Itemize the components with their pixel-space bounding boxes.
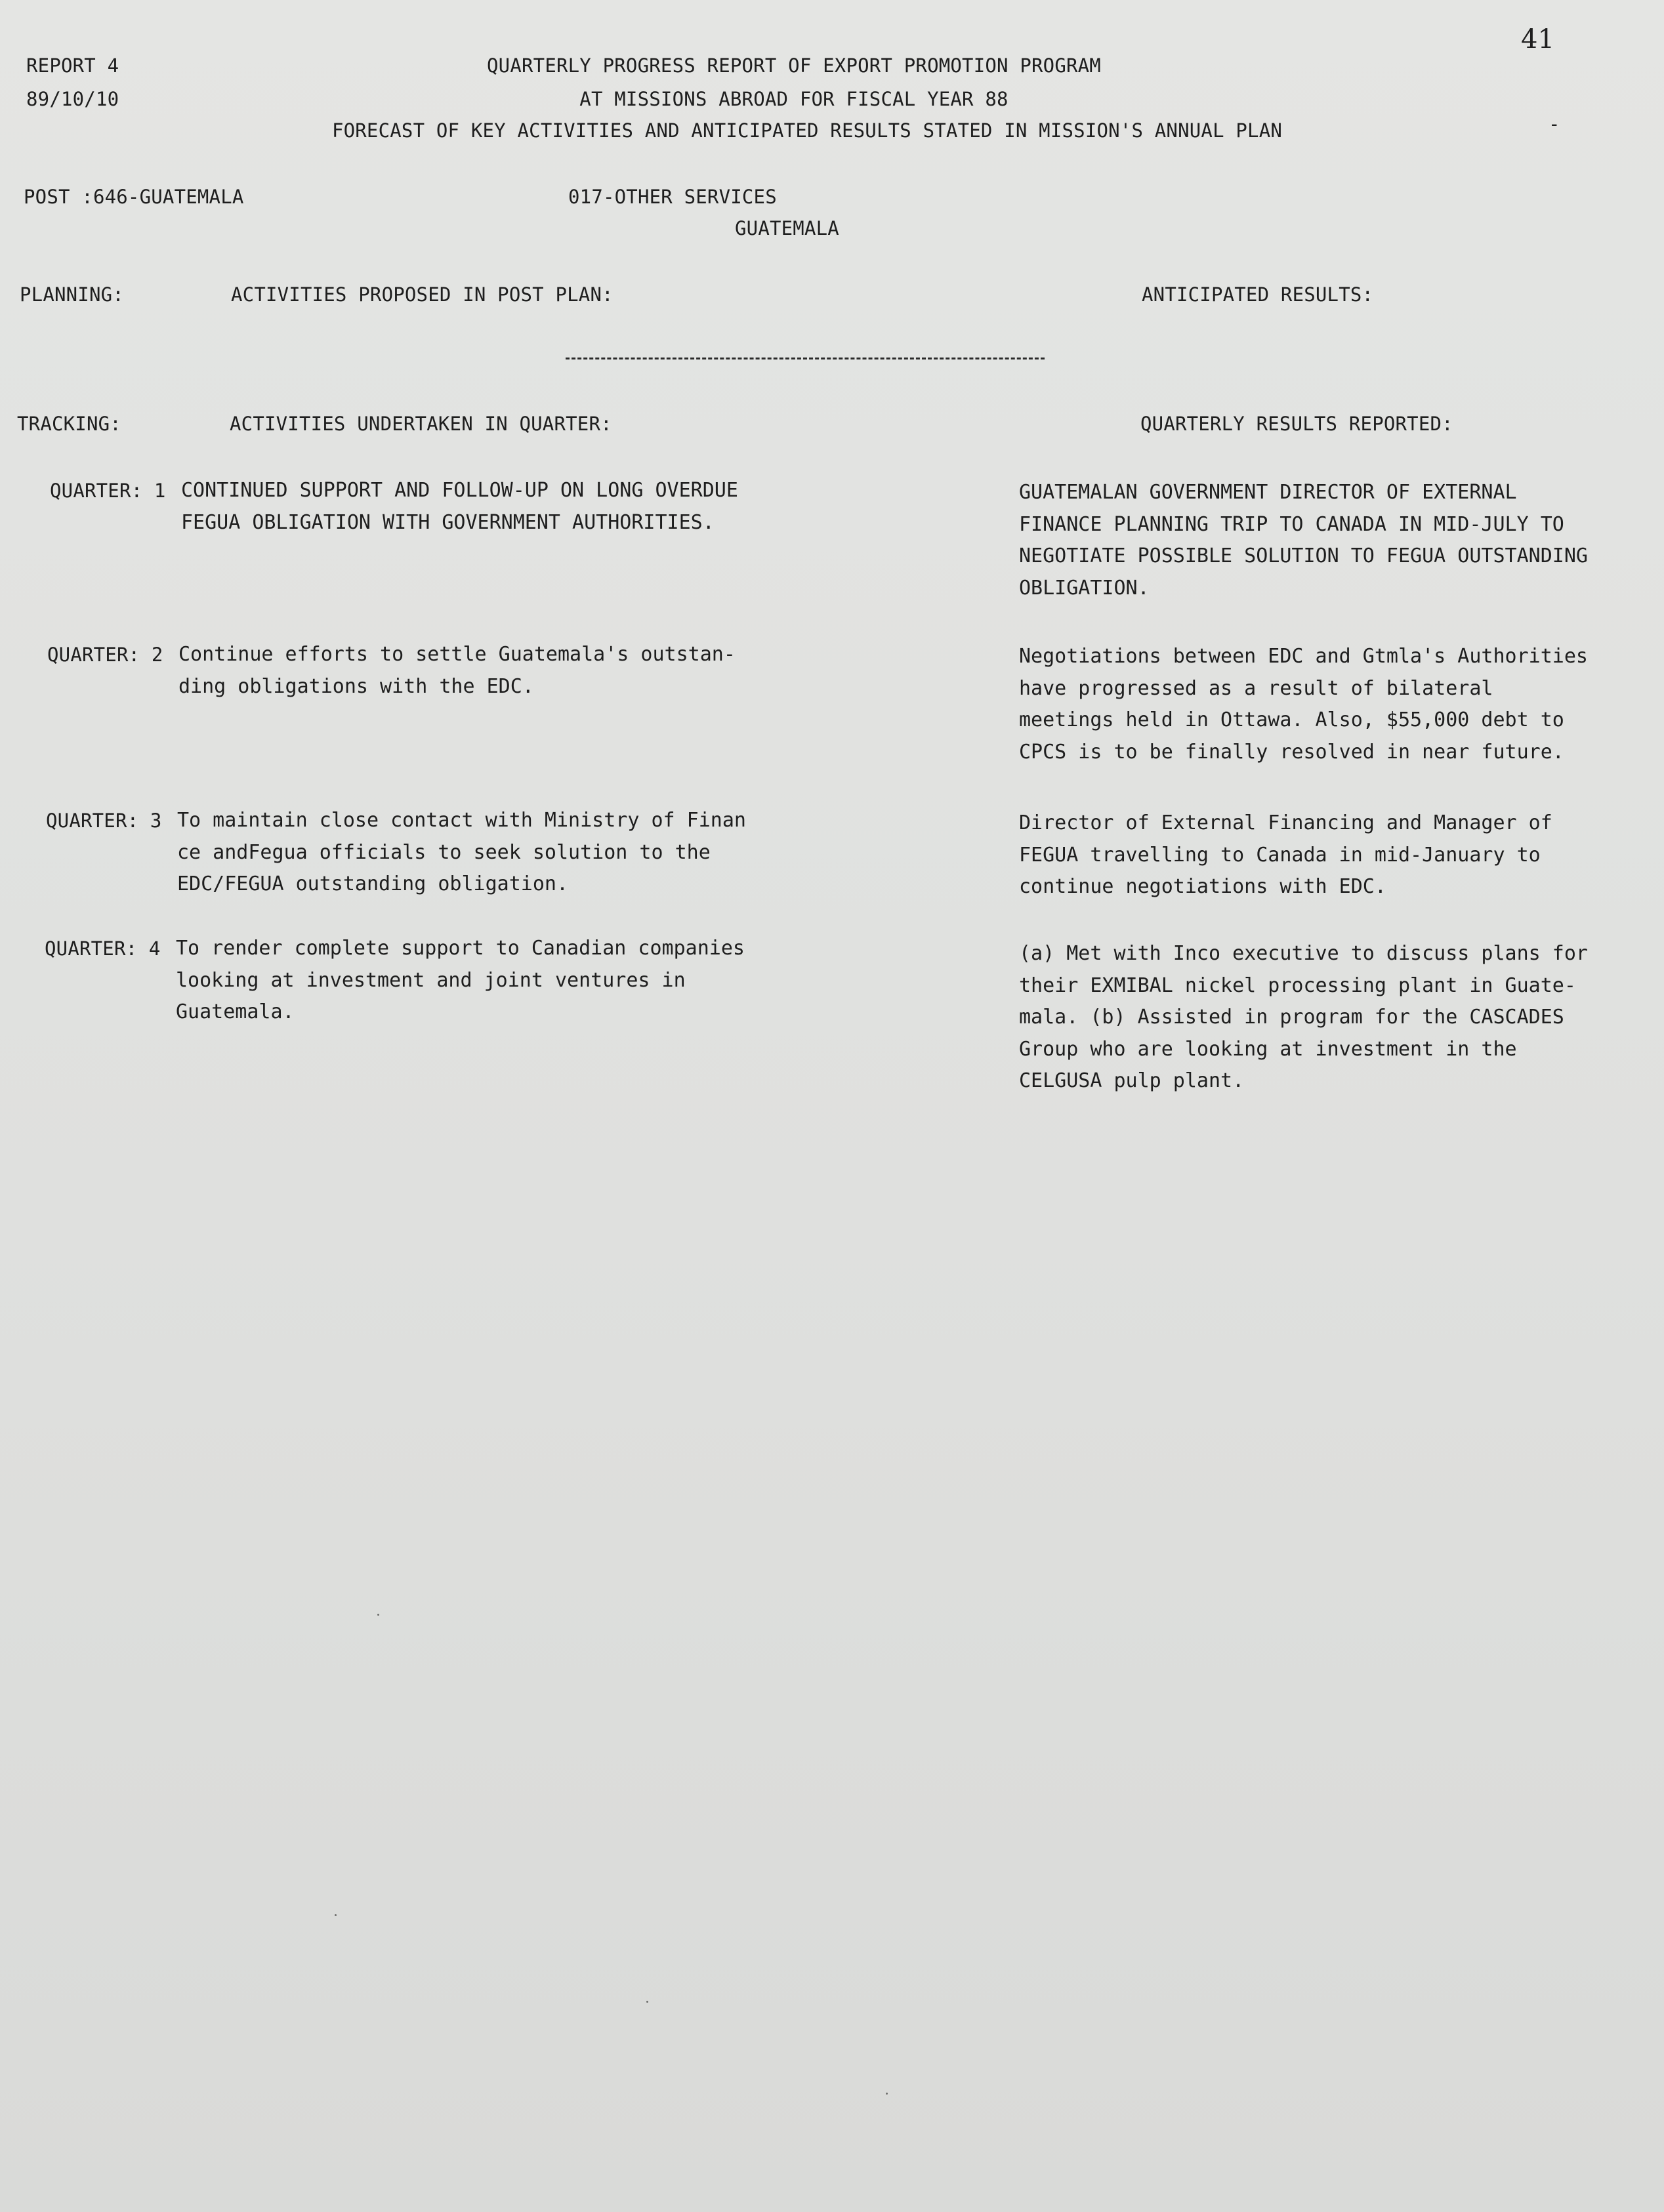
quarter-4-activity-line: looking at investment and joint ventures in	[176, 968, 686, 992]
report-date: 89/10/10	[26, 88, 119, 110]
quarter-3-result	[1019, 808, 1552, 903]
quarter-1-result-line: NEGOTIATE POSSIBLE SOLUTION TO FEGUA OUTSTANDING	[1019, 544, 1588, 567]
quarter-2-result-line: have progressed as a result of bilateral	[1019, 676, 1493, 700]
quarter-3-activity	[177, 805, 746, 901]
quarter-4-activity-line: To render complete support to Canadian companies	[176, 937, 745, 960]
page-number: 41	[1521, 24, 1555, 54]
planning-results-heading: ANTICIPATED RESULTS:	[1142, 283, 1374, 306]
quarter-1-result-line: FINANCE PLANNING TRIP TO CANADA IN MID-JULY TO	[1019, 512, 1564, 536]
quarter-2-result-line: meetings held in Ottawa. Also, $55,000 debt to	[1019, 708, 1564, 731]
quarter-1-result-line: OBLIGATION.	[1019, 576, 1150, 600]
tracking-results-heading: QUARTERLY RESULTS REPORTED:	[1140, 413, 1453, 435]
quarter-1-activity-line: FEGUA OBLIGATION WITH GOVERNMENT AUTHORITIES.	[181, 510, 715, 534]
paper-speck	[646, 2001, 648, 2003]
quarter-4-label: QUARTER: 4	[45, 937, 161, 960]
report-id: REPORT 4	[26, 54, 119, 77]
quarter-3-result-line: FEGUA travelling to Canada in mid-January to	[1019, 843, 1541, 867]
quarter-4-result-line: mala. (b) Assisted in program for the CASCADES	[1019, 1006, 1564, 1029]
sector-label: 017-OTHER SERVICES	[568, 186, 777, 208]
quarter-1-activity	[181, 475, 738, 539]
paper-speck	[335, 1914, 337, 1916]
market-label: GUATEMALA	[735, 217, 839, 239]
paper-speck	[886, 2093, 888, 2095]
section-divider	[566, 358, 1045, 359]
quarter-2-activity-line: ding obligations with the EDC.	[178, 674, 534, 698]
quarter-4-result-line: Group who are looking at investment in the	[1019, 1037, 1517, 1061]
quarter-4-result-line: their EXMIBAL nickel processing plant in Guate-	[1019, 973, 1576, 997]
report-title-line-1: QUARTERLY PROGRESS REPORT OF EXPORT PROMOTION PROGRAM	[487, 54, 1101, 77]
quarter-2-result-line: CPCS is to be finally resolved in near future.	[1019, 740, 1564, 764]
quarter-1-result	[1019, 477, 1588, 604]
quarter-3-result-line: continue negotiations with EDC.	[1019, 875, 1386, 898]
quarter-2-label: QUARTER: 2	[47, 644, 163, 666]
tracking-activities-heading: ACTIVITIES UNDERTAKEN IN QUARTER:	[230, 413, 612, 435]
dash-mark: -	[1549, 113, 1560, 135]
planning-activities-heading: ACTIVITIES PROPOSED IN POST PLAN:	[231, 283, 614, 306]
quarter-3-activity-line: To maintain close contact with Ministry of Finan	[177, 809, 746, 832]
planning-label: PLANNING:	[20, 283, 124, 306]
quarter-4-result-line: (a) Met with Inco executive to discuss plans for	[1019, 942, 1588, 965]
report-title-line-3: FORECAST OF KEY ACTIVITIES AND ANTICIPATED RESULTS STATED IN MISSION'S ANNUAL PLAN	[331, 119, 1283, 142]
quarter-4-result-line: CELGUSA pulp plant.	[1019, 1069, 1245, 1092]
tracking-label: TRACKING:	[17, 413, 121, 435]
quarter-3-activity-line: EDC/FEGUA outstanding obligation.	[177, 872, 569, 895]
quarter-1-result-line: GUATEMALAN GOVERNMENT DIRECTOR OF EXTERNAL	[1019, 481, 1517, 504]
paper-speck	[377, 1614, 379, 1616]
quarter-1-label: QUARTER: 1	[50, 480, 166, 502]
report-title-line-2: AT MISSIONS ABROAD FOR FISCAL YEAR 88	[579, 88, 1009, 110]
quarter-4-activity-line: Guatemala.	[176, 1000, 295, 1023]
post-label: POST :646-GUATEMALA	[24, 186, 244, 208]
quarter-3-activity-line: ce andFegua officials to seek solution to the	[177, 840, 711, 864]
quarter-3-result-line: Director of External Financing and Manager of	[1019, 811, 1552, 834]
quarter-4-activity	[176, 933, 745, 1029]
quarter-4-result	[1019, 938, 1588, 1097]
quarter-2-activity	[178, 639, 736, 703]
quarter-3-label: QUARTER: 3	[46, 809, 162, 832]
quarter-1-activity-line: CONTINUED SUPPORT AND FOLLOW-UP ON LONG OVERDUE	[181, 479, 738, 502]
quarter-2-result-line: Negotiations between EDC and Gtmla's Authorities	[1019, 645, 1588, 668]
quarter-2-result	[1019, 641, 1588, 768]
quarter-2-activity-line: Continue efforts to settle Guatemala's outstan-	[178, 643, 736, 666]
